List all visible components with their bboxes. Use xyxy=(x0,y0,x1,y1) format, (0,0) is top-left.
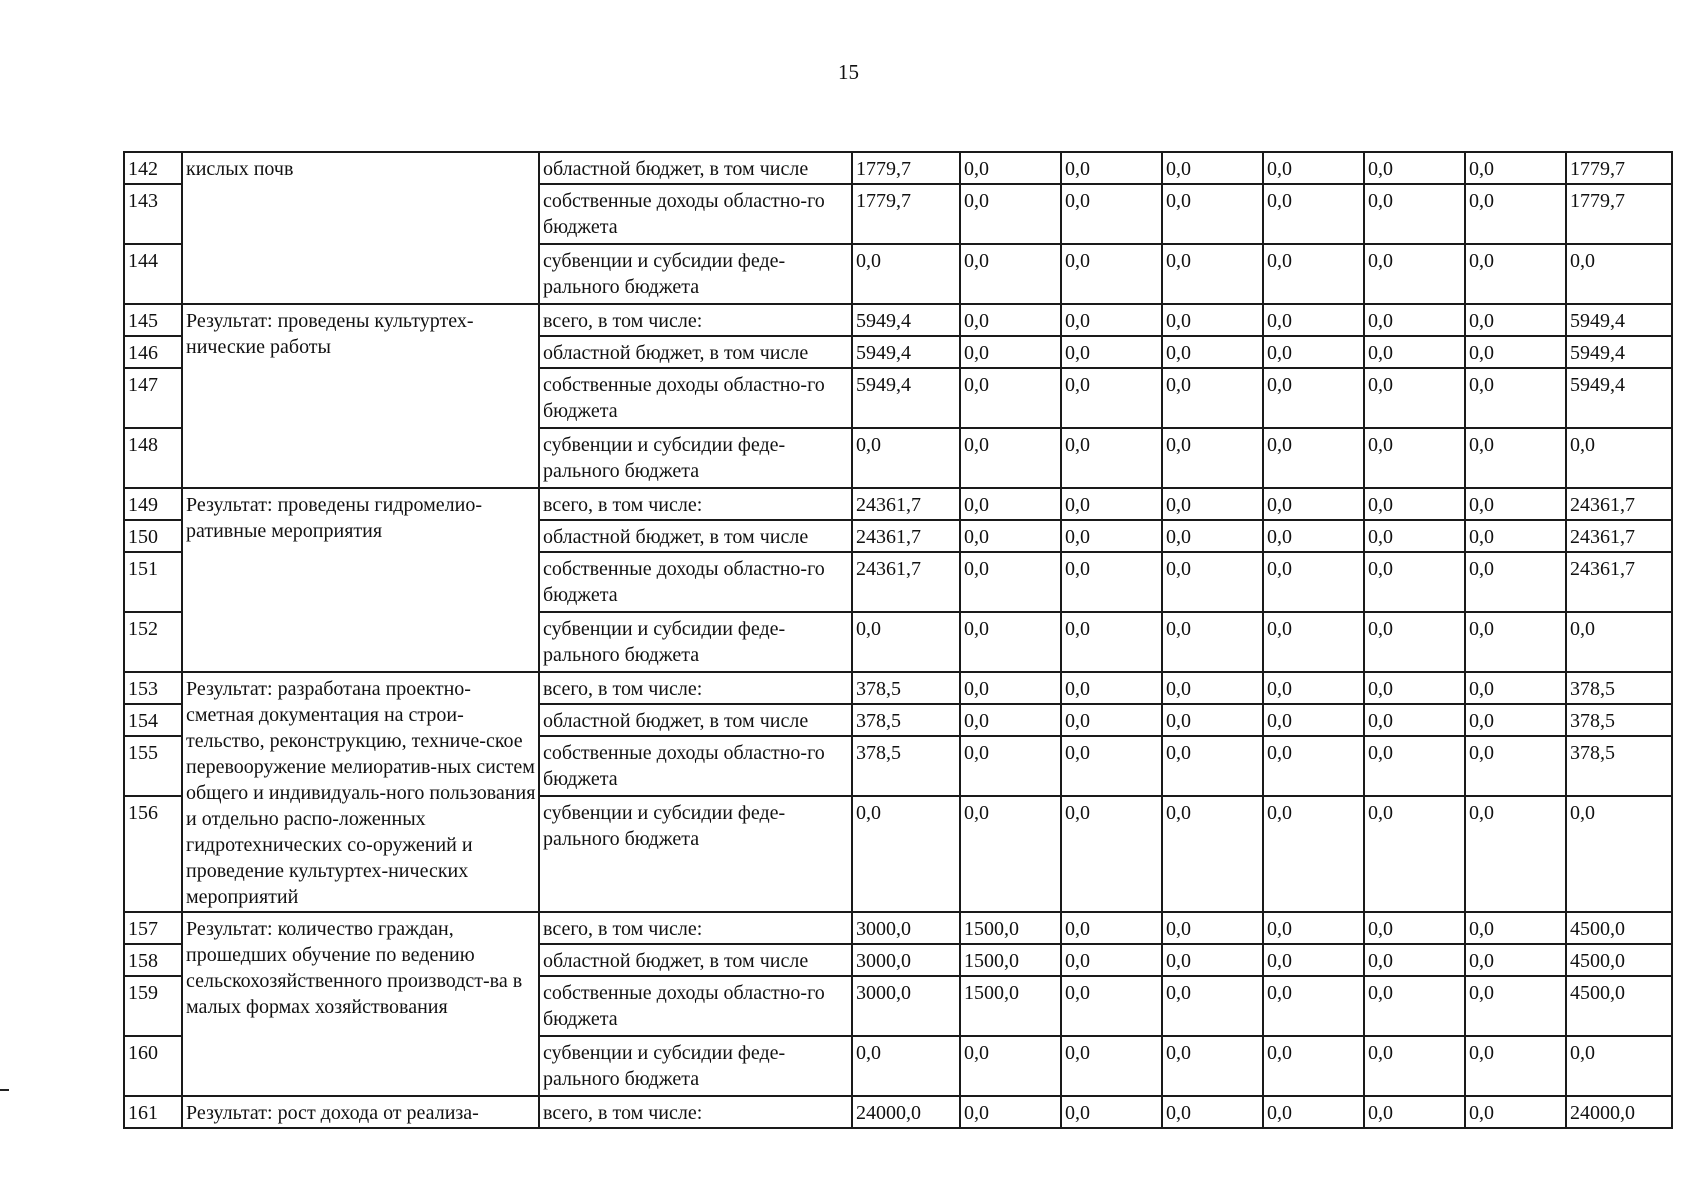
row-number-cell: 150 xyxy=(124,520,182,552)
funding-source-cell: субвенции и субсидии феде-​рального бюджета xyxy=(539,796,852,912)
row-number-cell: 155 xyxy=(124,736,182,796)
year-value-cell: 0,0 xyxy=(1263,552,1364,612)
year-value-cell: 0,0 xyxy=(1061,796,1162,912)
row-number-cell: 153 xyxy=(124,672,182,704)
year-value-cell: 0,0 xyxy=(1465,944,1566,976)
year-value-cell: 0,0 xyxy=(1465,488,1566,520)
year-value-cell: 0,0 xyxy=(1162,796,1263,912)
total-value-cell: 0,0 xyxy=(1566,1036,1672,1096)
year-value-cell: 0,0 xyxy=(1162,428,1263,488)
year-value-cell: 0,0 xyxy=(1465,304,1566,336)
year-value-cell: 0,0 xyxy=(852,1036,960,1096)
year-value-cell: 0,0 xyxy=(1465,244,1566,304)
year-value-cell: 0,0 xyxy=(960,304,1061,336)
total-value-cell: 24361,7 xyxy=(1566,488,1672,520)
funding-source-cell: областной бюджет, в том числе xyxy=(539,944,852,976)
year-value-cell: 0,0 xyxy=(1465,612,1566,672)
year-value-cell: 24361,7 xyxy=(852,488,960,520)
budget-table xyxy=(123,151,1673,1129)
total-value-cell: 0,0 xyxy=(1566,796,1672,912)
row-number-cell: 142 xyxy=(124,152,182,184)
result-description-cell: кислых почв xyxy=(182,152,539,304)
year-value-cell: 0,0 xyxy=(1061,736,1162,796)
year-value-cell: 0,0 xyxy=(1162,944,1263,976)
year-value-cell: 0,0 xyxy=(1364,520,1465,552)
year-value-cell: 0,0 xyxy=(960,796,1061,912)
funding-source-cell: собственные доходы областно-​го бюджета xyxy=(539,368,852,428)
year-value-cell: 0,0 xyxy=(1465,520,1566,552)
row-number-cell: 156 xyxy=(124,796,182,912)
total-value-cell: 0,0 xyxy=(1566,612,1672,672)
year-value-cell: 0,0 xyxy=(1364,428,1465,488)
funding-source-cell: всего, в том числе: xyxy=(539,672,852,704)
row-number-cell: 151 xyxy=(124,552,182,612)
year-value-cell: 0,0 xyxy=(960,244,1061,304)
result-description-cell: Результат: разработана проектно-​сметная документация на строи-​тельство, реконструкцию, техниче-​ское перевооружение мелиоратив-​ных систем общего и индивидуаль-​ного пользования и отдельно распо-​ложенных гидротехнических со-​оружений и проведение культуртех-​нических мероприятий xyxy=(182,672,539,912)
year-value-cell: 0,0 xyxy=(1263,368,1364,428)
year-value-cell: 0,0 xyxy=(960,488,1061,520)
year-value-cell: 0,0 xyxy=(1465,1036,1566,1096)
funding-source-cell: всего, в том числе: xyxy=(539,304,852,336)
total-value-cell: 0,0 xyxy=(1566,428,1672,488)
year-value-cell: 1779,7 xyxy=(852,152,960,184)
year-value-cell: 5949,4 xyxy=(852,304,960,336)
year-value-cell: 0,0 xyxy=(1364,796,1465,912)
year-value-cell: 0,0 xyxy=(1061,552,1162,612)
year-value-cell: 3000,0 xyxy=(852,912,960,944)
year-value-cell: 1500,0 xyxy=(960,912,1061,944)
year-value-cell: 0,0 xyxy=(1364,704,1465,736)
year-value-cell: 0,0 xyxy=(852,612,960,672)
year-value-cell: 0,0 xyxy=(1263,944,1364,976)
year-value-cell: 0,0 xyxy=(960,672,1061,704)
year-value-cell: 0,0 xyxy=(1061,336,1162,368)
year-value-cell: 0,0 xyxy=(1162,912,1263,944)
year-value-cell: 0,0 xyxy=(1465,704,1566,736)
total-value-cell: 4500,0 xyxy=(1566,976,1672,1036)
year-value-cell: 0,0 xyxy=(1162,244,1263,304)
year-value-cell: 0,0 xyxy=(1162,152,1263,184)
year-value-cell: 0,0 xyxy=(960,704,1061,736)
year-value-cell: 24361,7 xyxy=(852,520,960,552)
year-value-cell: 0,0 xyxy=(1465,428,1566,488)
funding-source-cell: всего, в том числе: xyxy=(539,912,852,944)
year-value-cell: 378,5 xyxy=(852,672,960,704)
year-value-cell: 0,0 xyxy=(1263,672,1364,704)
row-number-cell: 148 xyxy=(124,428,182,488)
year-value-cell: 0,0 xyxy=(1364,976,1465,1036)
year-value-cell: 0,0 xyxy=(1162,336,1263,368)
row-number-cell: 149 xyxy=(124,488,182,520)
row-number-cell: 160 xyxy=(124,1036,182,1096)
funding-source-cell: областной бюджет, в том числе xyxy=(539,704,852,736)
funding-source-cell: всего, в том числе: xyxy=(539,488,852,520)
total-value-cell: 4500,0 xyxy=(1566,944,1672,976)
year-value-cell: 0,0 xyxy=(1263,428,1364,488)
year-value-cell: 0,0 xyxy=(1162,184,1263,244)
year-value-cell: 0,0 xyxy=(1465,796,1566,912)
year-value-cell: 0,0 xyxy=(1061,368,1162,428)
year-value-cell: 0,0 xyxy=(1162,368,1263,428)
funding-source-cell: областной бюджет, в том числе xyxy=(539,336,852,368)
funding-source-cell: субвенции и субсидии феде-​рального бюджета xyxy=(539,612,852,672)
margin-mark xyxy=(0,1089,9,1091)
year-value-cell: 1779,7 xyxy=(852,184,960,244)
funding-source-cell: субвенции и субсидии феде-​рального бюджета xyxy=(539,244,852,304)
row-number-cell: 159 xyxy=(124,976,182,1036)
year-value-cell: 0,0 xyxy=(1162,736,1263,796)
year-value-cell: 0,0 xyxy=(960,612,1061,672)
funding-source-cell: всего, в том числе: xyxy=(539,1096,852,1128)
table-row xyxy=(124,304,1672,336)
year-value-cell: 0,0 xyxy=(1061,1096,1162,1128)
year-value-cell: 0,0 xyxy=(1061,244,1162,304)
year-value-cell: 3000,0 xyxy=(852,944,960,976)
year-value-cell: 0,0 xyxy=(960,1096,1061,1128)
year-value-cell: 1500,0 xyxy=(960,976,1061,1036)
year-value-cell: 5949,4 xyxy=(852,368,960,428)
year-value-cell: 0,0 xyxy=(852,428,960,488)
year-value-cell: 0,0 xyxy=(1061,304,1162,336)
total-value-cell: 378,5 xyxy=(1566,704,1672,736)
year-value-cell: 0,0 xyxy=(1061,944,1162,976)
year-value-cell: 0,0 xyxy=(960,552,1061,612)
table-row xyxy=(124,912,1672,944)
table-row xyxy=(124,1096,1672,1128)
year-value-cell: 0,0 xyxy=(852,796,960,912)
year-value-cell: 0,0 xyxy=(1061,1036,1162,1096)
total-value-cell: 24361,7 xyxy=(1566,520,1672,552)
year-value-cell: 0,0 xyxy=(1162,488,1263,520)
year-value-cell: 0,0 xyxy=(1364,184,1465,244)
year-value-cell: 0,0 xyxy=(1263,736,1364,796)
year-value-cell: 0,0 xyxy=(1162,552,1263,612)
year-value-cell: 0,0 xyxy=(1061,152,1162,184)
year-value-cell: 0,0 xyxy=(960,736,1061,796)
year-value-cell: 0,0 xyxy=(852,244,960,304)
total-value-cell: 4500,0 xyxy=(1566,912,1672,944)
year-value-cell: 0,0 xyxy=(1061,428,1162,488)
row-number-cell: 158 xyxy=(124,944,182,976)
year-value-cell: 0,0 xyxy=(1162,672,1263,704)
year-value-cell: 0,0 xyxy=(1263,1096,1364,1128)
year-value-cell: 0,0 xyxy=(960,428,1061,488)
funding-source-cell: субвенции и субсидии феде-​рального бюджета xyxy=(539,1036,852,1096)
year-value-cell: 0,0 xyxy=(1263,244,1364,304)
total-value-cell: 378,5 xyxy=(1566,672,1672,704)
year-value-cell: 0,0 xyxy=(1263,184,1364,244)
total-value-cell: 0,0 xyxy=(1566,244,1672,304)
year-value-cell: 0,0 xyxy=(1263,152,1364,184)
year-value-cell: 0,0 xyxy=(1263,612,1364,672)
funding-source-cell: субвенции и субсидии феде-​рального бюджета xyxy=(539,428,852,488)
year-value-cell: 0,0 xyxy=(1263,796,1364,912)
row-number-cell: 157 xyxy=(124,912,182,944)
year-value-cell: 0,0 xyxy=(1364,552,1465,612)
year-value-cell: 0,0 xyxy=(1364,672,1465,704)
year-value-cell: 0,0 xyxy=(1263,304,1364,336)
funding-source-cell: собственные доходы областно-​го бюджета xyxy=(539,976,852,1036)
year-value-cell: 0,0 xyxy=(1364,736,1465,796)
year-value-cell: 0,0 xyxy=(1364,336,1465,368)
result-description-cell: Результат: рост дохода от реализа- xyxy=(182,1096,539,1128)
year-value-cell: 0,0 xyxy=(1263,336,1364,368)
row-number-cell: 154 xyxy=(124,704,182,736)
year-value-cell: 0,0 xyxy=(1263,1036,1364,1096)
year-value-cell: 0,0 xyxy=(1061,612,1162,672)
year-value-cell: 0,0 xyxy=(1364,368,1465,428)
total-value-cell: 5949,4 xyxy=(1566,304,1672,336)
year-value-cell: 0,0 xyxy=(1162,704,1263,736)
row-number-cell: 147 xyxy=(124,368,182,428)
table-row xyxy=(124,488,1672,520)
year-value-cell: 0,0 xyxy=(960,368,1061,428)
year-value-cell: 0,0 xyxy=(960,336,1061,368)
year-value-cell: 0,0 xyxy=(1364,304,1465,336)
year-value-cell: 0,0 xyxy=(1465,736,1566,796)
row-number-cell: 161 xyxy=(124,1096,182,1128)
year-value-cell: 0,0 xyxy=(1263,488,1364,520)
year-value-cell: 0,0 xyxy=(1263,520,1364,552)
funding-source-cell: собственные доходы областно-​го бюджета xyxy=(539,736,852,796)
total-value-cell: 1779,7 xyxy=(1566,152,1672,184)
funding-source-cell: областной бюджет, в том числе xyxy=(539,152,852,184)
year-value-cell: 0,0 xyxy=(1364,488,1465,520)
year-value-cell: 0,0 xyxy=(1162,520,1263,552)
year-value-cell: 0,0 xyxy=(1162,612,1263,672)
year-value-cell: 1500,0 xyxy=(960,944,1061,976)
year-value-cell: 0,0 xyxy=(1364,1036,1465,1096)
year-value-cell: 0,0 xyxy=(1061,976,1162,1036)
year-value-cell: 0,0 xyxy=(1465,1096,1566,1128)
year-value-cell: 24361,7 xyxy=(852,552,960,612)
year-value-cell: 0,0 xyxy=(1364,944,1465,976)
total-value-cell: 5949,4 xyxy=(1566,336,1672,368)
page-number: 15 xyxy=(838,60,859,84)
year-value-cell: 0,0 xyxy=(1465,976,1566,1036)
year-value-cell: 5949,4 xyxy=(852,336,960,368)
year-value-cell: 378,5 xyxy=(852,704,960,736)
year-value-cell: 0,0 xyxy=(1465,912,1566,944)
year-value-cell: 0,0 xyxy=(1364,612,1465,672)
year-value-cell: 0,0 xyxy=(1061,912,1162,944)
total-value-cell: 24000,0 xyxy=(1566,1096,1672,1128)
year-value-cell: 0,0 xyxy=(1364,1096,1465,1128)
year-value-cell: 0,0 xyxy=(1364,152,1465,184)
table-row xyxy=(124,672,1672,704)
year-value-cell: 0,0 xyxy=(1364,244,1465,304)
year-value-cell: 0,0 xyxy=(960,152,1061,184)
total-value-cell: 24361,7 xyxy=(1566,552,1672,612)
row-number-cell: 144 xyxy=(124,244,182,304)
table-row xyxy=(124,152,1672,184)
funding-source-cell: собственные доходы областно-​го бюджета xyxy=(539,552,852,612)
year-value-cell: 0,0 xyxy=(1162,304,1263,336)
table-body xyxy=(124,152,1672,1128)
year-value-cell: 0,0 xyxy=(1061,488,1162,520)
year-value-cell: 0,0 xyxy=(1263,912,1364,944)
funding-source-cell: собственные доходы областно-​го бюджета xyxy=(539,184,852,244)
year-value-cell: 0,0 xyxy=(1263,704,1364,736)
row-number-cell: 152 xyxy=(124,612,182,672)
year-value-cell: 0,0 xyxy=(1162,1036,1263,1096)
year-value-cell: 0,0 xyxy=(1162,976,1263,1036)
year-value-cell: 0,0 xyxy=(1465,336,1566,368)
year-value-cell: 0,0 xyxy=(960,520,1061,552)
year-value-cell: 0,0 xyxy=(960,1036,1061,1096)
year-value-cell: 0,0 xyxy=(1061,672,1162,704)
year-value-cell: 0,0 xyxy=(1465,552,1566,612)
row-number-cell: 145 xyxy=(124,304,182,336)
row-number-cell: 143 xyxy=(124,184,182,244)
total-value-cell: 5949,4 xyxy=(1566,368,1672,428)
year-value-cell: 0,0 xyxy=(1465,152,1566,184)
year-value-cell: 3000,0 xyxy=(852,976,960,1036)
year-value-cell: 0,0 xyxy=(1061,520,1162,552)
result-description-cell: Результат: количество граждан, прошедших обучение по ведению сельскохозяйственного производст-​ва в малых формах хозяйствования xyxy=(182,912,539,1096)
year-value-cell: 0,0 xyxy=(1061,184,1162,244)
total-value-cell: 1779,7 xyxy=(1566,184,1672,244)
row-number-cell: 146 xyxy=(124,336,182,368)
year-value-cell: 24000,0 xyxy=(852,1096,960,1128)
year-value-cell: 0,0 xyxy=(960,184,1061,244)
year-value-cell: 378,5 xyxy=(852,736,960,796)
year-value-cell: 0,0 xyxy=(1465,368,1566,428)
year-value-cell: 0,0 xyxy=(1465,184,1566,244)
result-description-cell: Результат: проведены культуртех-​нические работы xyxy=(182,304,539,488)
total-value-cell: 378,5 xyxy=(1566,736,1672,796)
funding-source-cell: областной бюджет, в том числе xyxy=(539,520,852,552)
year-value-cell: 0,0 xyxy=(1162,1096,1263,1128)
year-value-cell: 0,0 xyxy=(1465,672,1566,704)
year-value-cell: 0,0 xyxy=(1364,912,1465,944)
year-value-cell: 0,0 xyxy=(1061,704,1162,736)
year-value-cell: 0,0 xyxy=(1263,976,1364,1036)
result-description-cell: Результат: проведены гидромелио-​ративные мероприятия xyxy=(182,488,539,672)
